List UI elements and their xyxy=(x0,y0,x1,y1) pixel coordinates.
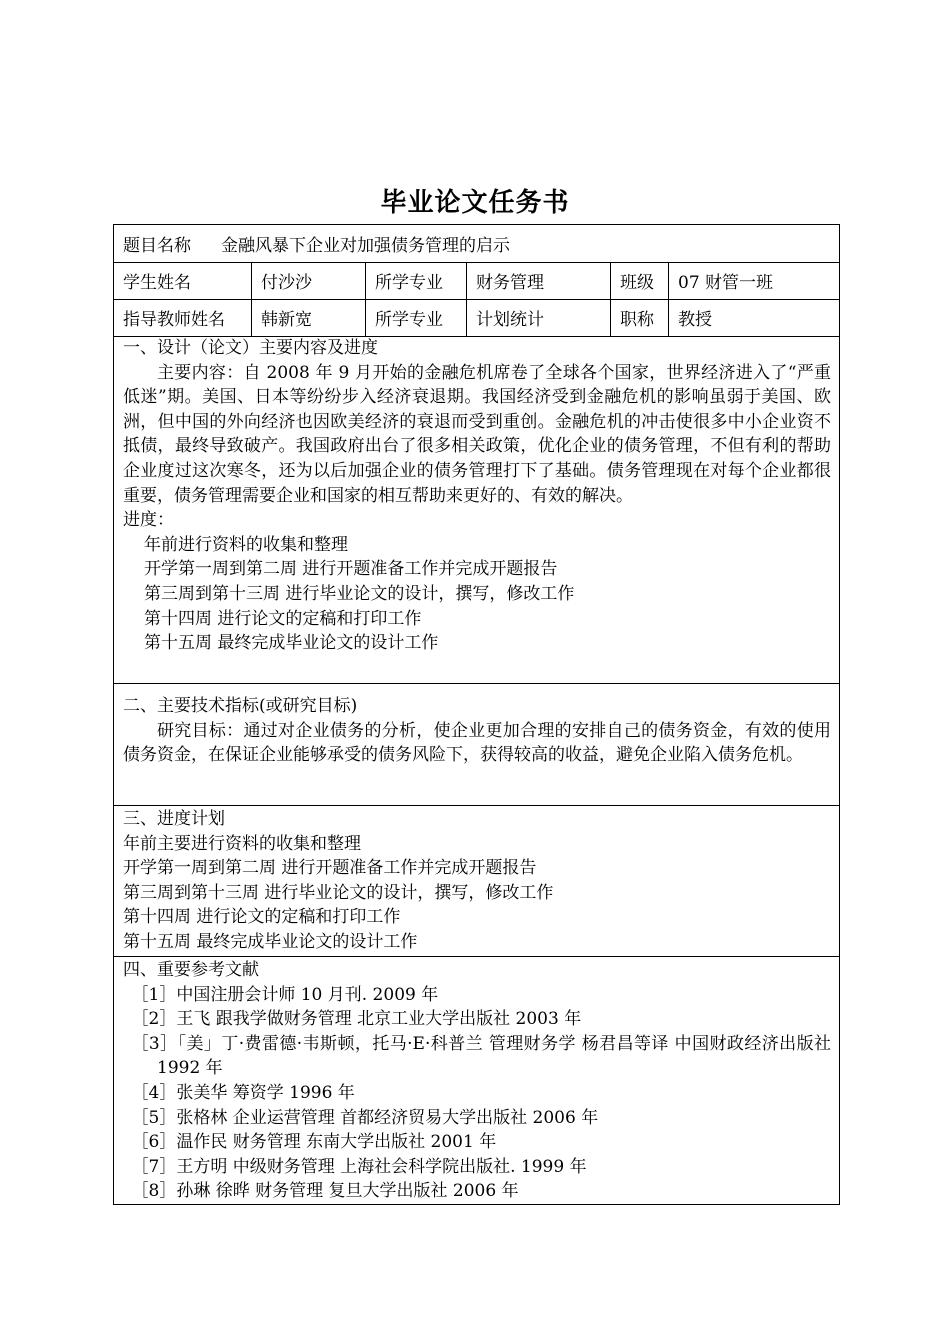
section2-content: 研究目标：通过对企业债务的分析，使企业更加合理的安排自己的债务资金，有效的使用债务资金，在保证企业能够承受的债务风险下，获得较高的收益，避免企业陷入债务危机。 xyxy=(123,720,831,766)
section-technical-targets xyxy=(114,684,839,806)
section1-content: 主要内容：自 2008 年 9 月开始的金融危机席卷了全球各个国家，世界经济进入了“严重低迷”期。美国、日本等纷纷步入经济衰退期。我国经济受到金融危机的影响虽弱于美国、欧洲，但中国的外向经济也因欧美经济的衰退而受到重创。金融危机的冲击使很多中小企业资不抵债，最终导致破产。我国政府出台了很多相关政策，优化企业的债务管理，不但有利的帮助企业度过这次寒冬，还为以后加强企业的债务管理打下了基础。债务管理现在对每个企业都很重要，债务管理需要企业和国家的相互帮助来更好的、有效的解决。 xyxy=(123,362,831,506)
class-value: 07 财管一班 xyxy=(678,273,774,293)
reference-item: ［2］王飞 跟我学做财务管理 北京工业大学出版社 2003 年 xyxy=(131,1009,582,1030)
class-label: 班级 xyxy=(611,262,669,299)
advisor-title-value: 教授 xyxy=(678,310,712,330)
student-major-value: 财务管理 xyxy=(467,262,611,299)
advisor-major-label: 所学专业 xyxy=(366,299,467,336)
schedule-item: 年前主要进行资料的收集和整理 xyxy=(123,833,361,854)
advisor-name-value: 韩新宽 xyxy=(252,299,366,336)
reference-item: ［5］张格林 企业运营管理 首都经济贸易大学出版社 2006 年 xyxy=(131,1107,599,1128)
reference-item: ［6］温作民 财务管理 东南大学出版社 2001 年 xyxy=(131,1132,497,1153)
reference-item: ［8］孙琳 徐晔 财务管理 复旦大学出版社 2006 年 xyxy=(131,1181,519,1202)
student-name-label: 学生姓名 xyxy=(114,262,252,299)
advisor-major-value: 计划统计 xyxy=(467,299,611,336)
topic-label: 题目名称 xyxy=(123,236,191,256)
progress-item: 第十四周 进行论文的定稿和打印工作 xyxy=(144,608,422,629)
section-content-progress xyxy=(114,336,839,684)
progress-item: 开学第一周到第二周 进行开题准备工作并完成开题报告 xyxy=(144,559,558,580)
schedule-item: 开学第一周到第二周 进行开题准备工作并完成开题报告 xyxy=(123,858,537,879)
progress-item: 第十五周 最终完成毕业论文的设计工作 xyxy=(144,633,439,654)
student-row xyxy=(114,262,839,300)
topic-row xyxy=(114,225,839,263)
advisor-name-label: 指导教师姓名 xyxy=(114,299,252,336)
section2-heading: 二、主要技术指标(或研究目标) xyxy=(123,696,358,716)
progress-item: 第三周到第十三周 进行毕业论文的设计，撰写，修改工作 xyxy=(144,583,575,604)
topic-cell xyxy=(114,225,839,262)
schedule-item: 第三周到第十三周 进行毕业论文的设计，撰写，修改工作 xyxy=(123,882,554,903)
section-references xyxy=(114,957,839,1204)
section1-heading: 一、设计（论文）主要内容及进度 xyxy=(123,338,378,358)
reference-item: ［4］张美华 筹资学 1996 年 xyxy=(131,1082,355,1103)
section4-heading: 四、重要参考文献 xyxy=(123,960,259,980)
advisor-title-label: 职称 xyxy=(611,299,669,336)
schedule-item: 第十五周 最终完成毕业论文的设计工作 xyxy=(123,931,418,952)
reference-item: ［1］中国注册会计师 10 月刊. 2009 年 xyxy=(131,984,439,1005)
student-name-value: 付沙沙 xyxy=(252,262,366,299)
progress-item: 年前进行资料的收集和整理 xyxy=(144,534,348,555)
task-form-table xyxy=(113,224,840,1205)
advisor-row xyxy=(114,299,839,337)
reference-item: ［3］「美」丁·费雷德·韦斯顿，托马·E·科普兰 管理财务学 杨君昌等译 中国财政经济出版社 1992 年 xyxy=(131,1033,831,1079)
schedule-item: 第十四周 进行论文的定稿和打印工作 xyxy=(123,907,401,928)
reference-item: ［7］王方明 中级财务管理 上海社会科学院出版社. 1999 年 xyxy=(131,1156,587,1177)
section3-heading: 三、进度计划 xyxy=(123,809,225,829)
section-schedule xyxy=(114,806,839,957)
topic-value: 金融风暴下企业对加强债务管理的启示 xyxy=(221,236,510,256)
section1-progress-label: 进度： xyxy=(123,510,174,531)
page-title: 毕业论文任务书 xyxy=(380,188,570,218)
student-major-label: 所学专业 xyxy=(366,262,467,299)
